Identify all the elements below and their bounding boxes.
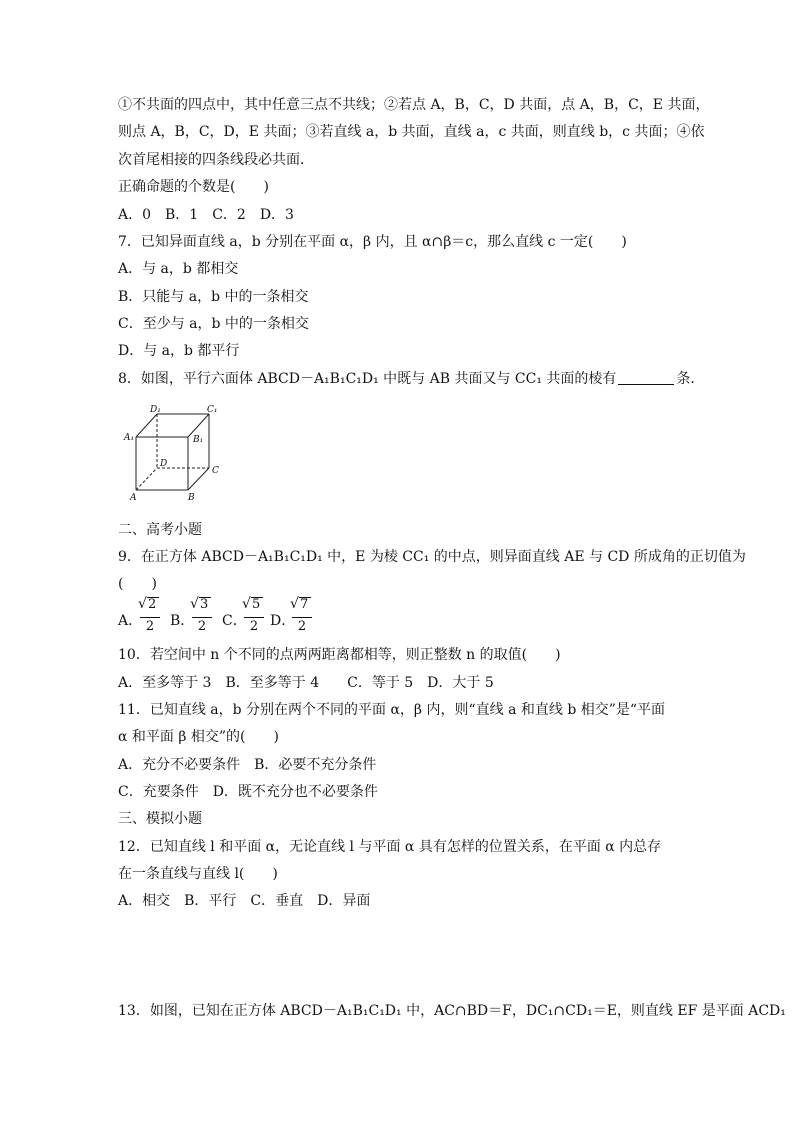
q8-stem-end: 条． (676, 371, 705, 387)
label-d: D (160, 459, 168, 469)
q9-option-c-denominator: 2 (249, 619, 259, 634)
q10-stem: 10．若空间中 n 个不同的点两两距离都相等，则正整数 n 的取值( ) (118, 647, 561, 663)
label-b1: B₁ (193, 435, 204, 445)
q9-option-b-label: B． (170, 613, 195, 629)
answer-blank (618, 370, 674, 385)
q6-options: A．0 B．1 C．2 D．3 (118, 207, 294, 223)
q11-line-2: α 和平面 β 相交”的( ) (118, 729, 279, 745)
q12-line-2: 在一条直线与直线 l( ) (118, 866, 278, 882)
q9-option-b-denominator: 2 (197, 619, 207, 634)
q13-line-1: 13．如图，已知在正方体 ABCD－A₁B₁C₁D₁ 中，AC∩BD＝F，DC₁∩CD₁＝E，则直线 EF 是平面 ACD₁ (118, 1003, 786, 1019)
q9-option-d-denominator: 2 (297, 619, 307, 634)
q11-options-ab: A．充分不必要条件 B．必要不充分条件 (118, 757, 377, 773)
q9-option-a-radicand: 2 (148, 597, 157, 612)
q11-options-cd: C．充要条件 D．既不充分也不必要条件 (118, 784, 378, 800)
q7-option-c: C．至少与 a，b 中的一条相交 (118, 316, 309, 332)
q6-prompt: 正确命题的个数是( ) (118, 179, 269, 195)
q8-stem-text: 8．如图，平行六面体 ABCD－A₁B₁C₁D₁ 中既与 AB 共面又与 CC₁ 共面的棱有 (118, 371, 617, 387)
q9-line-1: 9．在正方体 ABCD－A₁B₁C₁D₁ 中，E 为棱 CC₁ 的中点，则异面直线 AE 与 CD 所成角的正切值为 (118, 549, 746, 565)
sqrt-icon: √ (290, 596, 299, 612)
sqrt-icon: √ (242, 596, 251, 612)
q11-line-1: 11．已知直线 a，b 分别在两个不同的平面 α，β 内，则“直线 a 和直线 b 相交”是“平面 (118, 702, 666, 718)
label-b: B (188, 493, 195, 503)
q9-line-2: ( ) (118, 576, 157, 592)
q9-option-b-radicand: 3 (200, 597, 209, 612)
section-heading-2: 二、高考小题 (118, 522, 202, 538)
q9-option-d-label: D． (270, 613, 296, 629)
q7-option-a: A．与 a，b 都相交 (118, 261, 239, 277)
q7-option-b: B．只能与 a，b 中的一条相交 (118, 289, 309, 305)
label-a1: A₁ (124, 433, 135, 443)
q8-stem (118, 369, 704, 389)
section-heading-3: 三、模拟小题 (118, 811, 202, 827)
q7-stem: 7．已知异面直线 a，b 分别在平面 α，β 内，且 α∩β＝c，那么直线 c 一定( ) (118, 234, 627, 250)
label-c1: C₁ (207, 405, 218, 415)
q12-options: A．相交 B．平行 C．垂直 D．异面 (118, 893, 371, 909)
q9-option-c-label: C． (222, 613, 247, 629)
q9-option-a-denominator: 2 (145, 619, 155, 634)
q6-line-2: 则点 A，B，C，D，E 共面；③若直线 a，b 共面，直线 a，c 共面，则直线 b，c 共面；④依 (118, 124, 705, 140)
sqrt-icon: √ (138, 596, 147, 612)
sqrt-icon: √ (190, 596, 199, 612)
label-a: A (130, 493, 137, 503)
parallelepiped-figure (122, 402, 232, 506)
q7-option-d: D．与 a，b 都平行 (118, 343, 240, 359)
q9-option-a-label: A． (118, 613, 143, 629)
label-c: C (212, 466, 219, 476)
q6-line-1: ①不共面的四点中，其中任意三点不共线；②若点 A，B，C，D 共面，点 A，B，C，E 共面， (118, 97, 710, 113)
q9-option-c-radicand: 5 (252, 597, 261, 612)
q6-line-3: 次首尾相接的四条线段必共面． (118, 152, 314, 168)
label-d1: D₁ (150, 405, 161, 415)
q9-option-d-radicand: 7 (300, 597, 309, 612)
q12-line-1: 12．已知直线 l 和平面 α，无论直线 l 与平面 α 具有怎样的位置关系，在平面 α 内总存 (118, 839, 662, 855)
q10-options: A．至多等于 3 B．至多等于 4 C．等于 5 D．大于 5 (118, 675, 494, 691)
